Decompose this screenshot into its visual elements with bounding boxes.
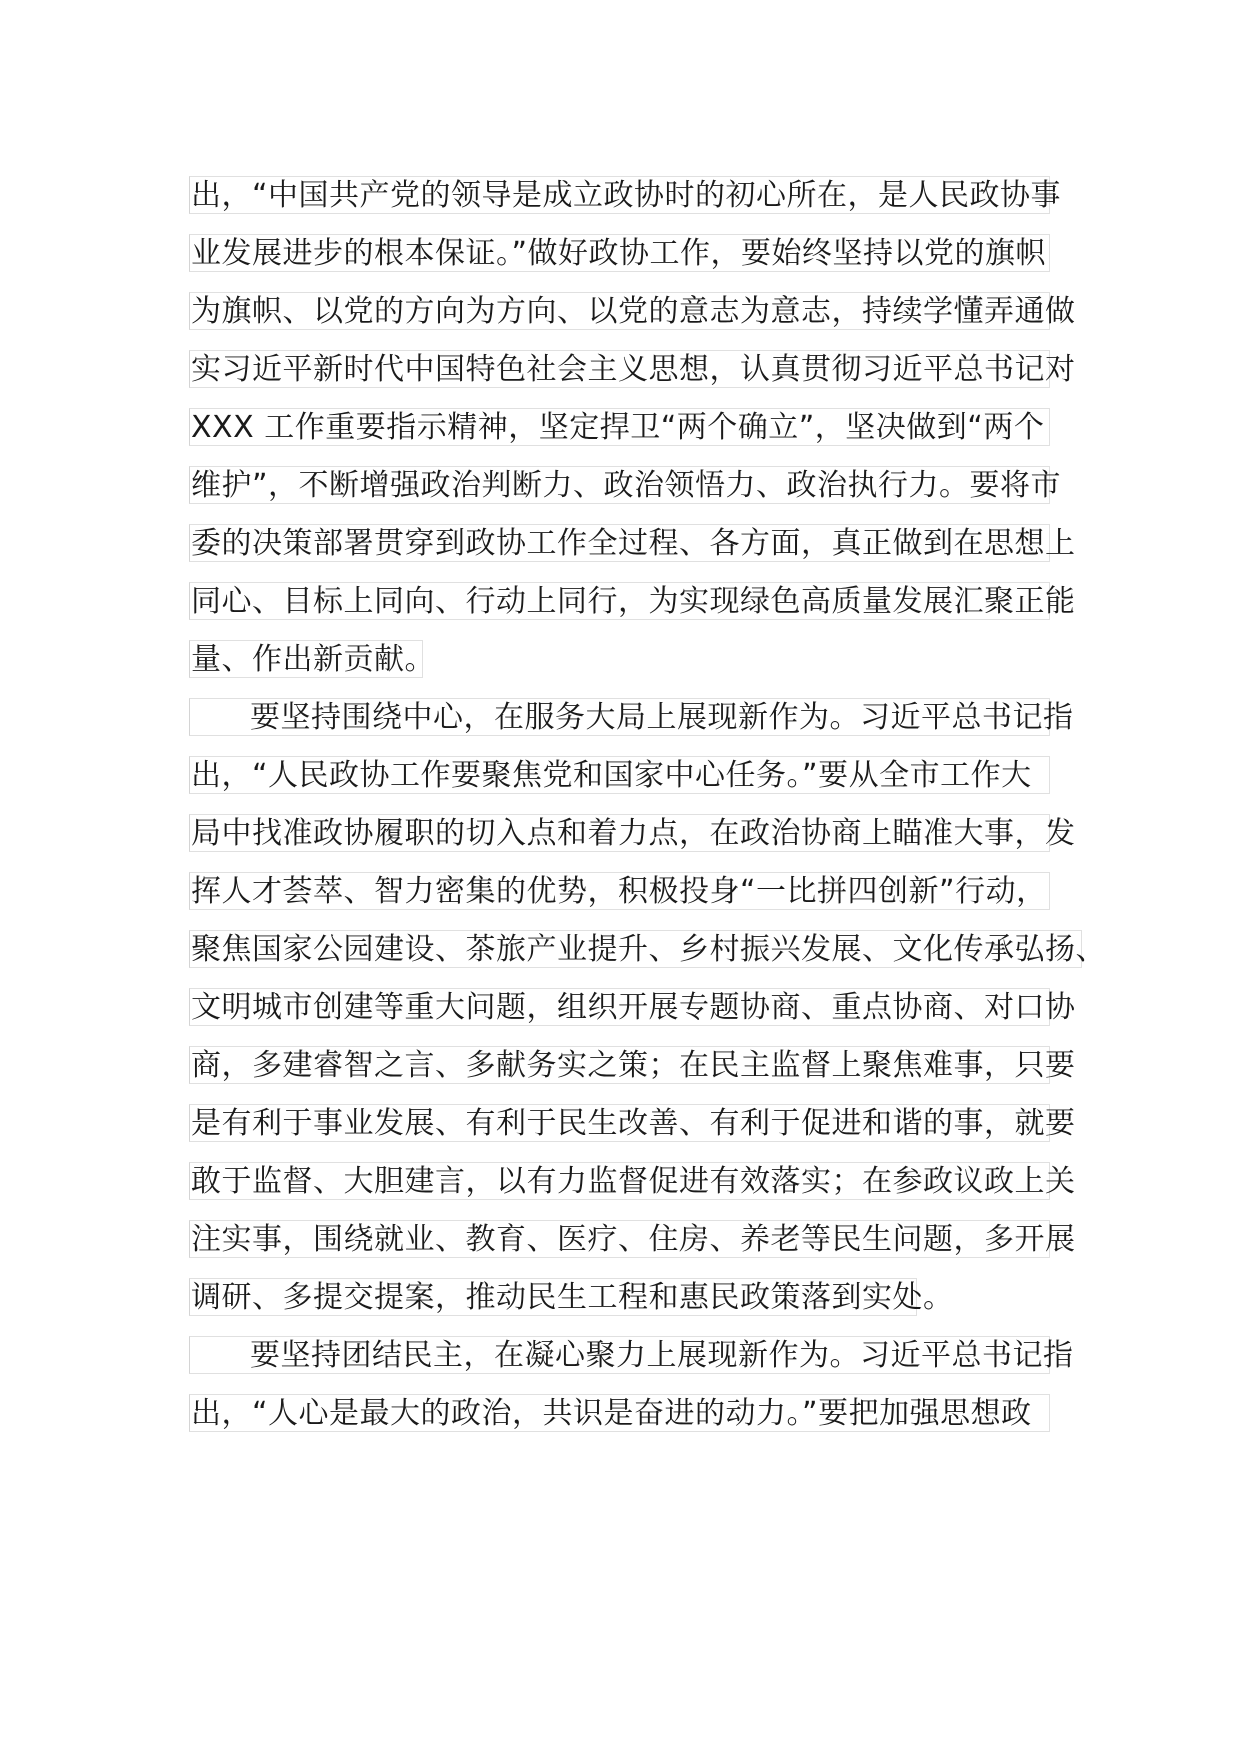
text-line: 量、作出新贡献。 <box>191 642 435 677</box>
text-line: 实习近平新时代中国特色社会主义思想，认真贯彻习近平总书记对 <box>191 352 1076 387</box>
text-line: 商，多建睿智之言、多献务实之策；在民主监督上聚焦难事，只要 <box>191 1048 1076 1083</box>
text-line: 出，“人民政协工作要聚焦党和国家中心任务。”要从全市工作大 <box>189 756 1050 794</box>
text-line: 同心、目标上同向、行动上同行，为实现绿色高质量发展汇聚正能 <box>191 584 1076 619</box>
text-line: 注实事，围绕就业、教育、医疗、住房、养老等民生问题，多开展 <box>191 1222 1076 1257</box>
text-line: 业发展进步的根本保证。”做好政协工作，要始终坚持以党的旗帜 <box>189 234 1050 272</box>
text-line: 维护”，不断增强政治判断力、政治领悟力、政治执行力。要将市 <box>191 468 1062 503</box>
text-line: 文明城市创建等重大问题，组织开展专题协商、重点协商、对口协 <box>191 990 1076 1025</box>
paragraph-first-line: 要坚持团结民主，在凝心聚力上展现新作为。习近平总书记指 <box>189 1336 1050 1374</box>
text-line: 是有利于事业发展、有利于民生改善、有利于促进和谐的事，就要 <box>191 1106 1076 1141</box>
text-line: 调研、多提交提案，推动民生工程和惠民政策落到实处。 <box>191 1280 954 1315</box>
text-line: 聚焦国家公园建设、茶旅产业提升、乡村振兴发展、文化传承弘扬、 <box>191 932 1106 967</box>
text-line: 为旗帜、以党的方向为方向、以党的意志为意志，持续学懂弄通做 <box>191 294 1076 329</box>
text-line: 出，“中国共产党的领导是成立政协时的初心所在，是人民政协事 <box>191 178 1062 213</box>
text-line: 敢于监督、大胆建言，以有力监督促进有效落实；在参政议政上关 <box>191 1164 1076 1199</box>
text-line: XXX 工作重要指示精神，坚定捍卫“两个确立”，坚决做到“两个 <box>189 408 1050 446</box>
paragraph-first-line: 要坚持围绕中心，在服务大局上展现新作为。习近平总书记指 <box>189 698 1050 736</box>
text-line: 委的决策部署贯穿到政协工作全过程、各方面，真正做到在思想上 <box>191 526 1076 561</box>
text-line: 挥人才荟萃、智力密集的优势，积极投身“一比拼四创新”行动， <box>189 872 1050 910</box>
text-line: 出，“人心是最大的政治，共识是奋进的动力。”要把加强思想政 <box>189 1394 1050 1432</box>
text-line: 局中找准政协履职的切入点和着力点，在政治协商上瞄准大事，发 <box>191 816 1076 851</box>
